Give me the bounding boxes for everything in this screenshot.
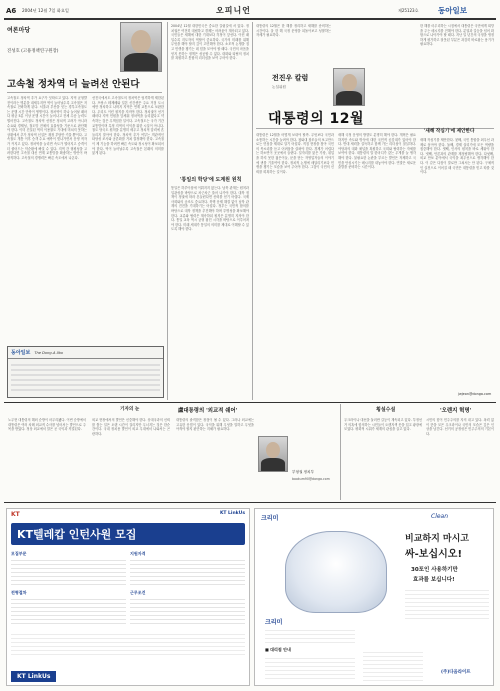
ad-creamy-brand: 크리미 — [261, 515, 279, 522]
section-title: 오피니언 — [216, 6, 251, 15]
ad-creamy[interactable] — [254, 508, 494, 686]
col1-title: 盧대통령의 '외교적 쉐어' — [178, 408, 238, 414]
ad-creamy-tag: Clean — [431, 513, 449, 520]
col1-body-a: 노무현 대통령의 해외 순방이 마무리됐다. 이번 순방에서 대통령은 여러 차례 외교적 수사를 넘어서는 발언으로 주목을 받았다. 정상 외교에서 말은 곧 국익과 직결된다. — [8, 418, 86, 432]
section-label: 여론마당 — [7, 27, 31, 34]
ad-creamy-product: 크리미 — [265, 619, 283, 626]
kt-linkus-logo-bottom: KT LinkUs — [11, 671, 56, 682]
edition-number: 제25123호 — [398, 8, 419, 13]
ad-creamy-info-title: ■ 대리점 안내 — [265, 647, 291, 652]
ad-kt-section-b: 지원자격 — [130, 551, 146, 556]
bidet-product-image — [285, 531, 387, 613]
directory-title: 동아일보 — [11, 350, 31, 356]
ad-kt-section-c: 전형절차 — [11, 590, 27, 595]
column-byline: 논설위원 — [272, 85, 286, 89]
column-body-right-top: 한 해를 마무리하는 시점에서 대통령은 국민에게 희망을 주는 메시지를 전해야 한다. 분열과 갈등을 넘어 화합으로 나아가야 할 때다. 지난 일 년간의 국정을 냉정하게 평가하고 잘못된 부분은 과감히 바로잡는 용기가 필요하다. — [420, 24, 494, 47]
col3-body: 시민의 힘이 민주주의를 지켜 내고 있다. 폭력 없이 뜻을 모은 우크라이나 국민의 모습은 깊은 인상을 남긴다. 선거의 공정성은 민주주의의 기본이다. — [426, 418, 494, 436]
author-name: 진성호 (고용정책연구원장) — [7, 49, 59, 54]
ad-kt-headline: KT텔레캅 인턴사원 모집 — [11, 523, 245, 545]
ad-creamy-headline-2: 싸-보십시오! — [405, 549, 463, 560]
column-body-a: 대통령은 12월을 어떻게 보내야 할까. 무엇보다 국민과 소통하는 시간을 늘려야 한다. 청와대 참모들의 보고만으로는 민심을 제대로 알기 어렵다. 직접 현장을 찾아 국민의 목소리를 듣고 어려움을 살펴야 한다. 경제가 어렵다는 하소연이 곳곳에서 들린다. 일자리를 잃은 가장, 취업을 하지 못한 젊은이들, 문을 닫는 자영업자들의 이야기에 귀를 기울여야 한다. 정치적 논쟁에 매달리기보다 민생을 챙기는 모습을 보여 주어야 한다. 그것이 국민의 신뢰를 회복하는 길이다. — [256, 133, 334, 174]
col2-body: 우크라이나 대선을 둘러싼 갈등이 계속되고 있다. 부정선거 의혹에 항의하는 시민들이 오렌지색 옷을 입고 광장에 모였다. 평화적 시위가 세계의 관심을 끌고 있다. — [344, 418, 422, 432]
directory-box — [7, 346, 164, 398]
ad-creamy-company: (주)다움라이프 — [441, 670, 471, 675]
ad-creamy-price: 30포인 사용하기만 — [411, 567, 458, 573]
column-body-top: 대통령의 12월은 한 해를 정리하고 새해를 준비하는 시간이다. 올 한 해 국정 운영을 되돌아보고 성찰하는 자세가 필요하다. — [256, 24, 331, 38]
kt-logo-top: KT — [11, 511, 20, 518]
center-subhead: '통일의 학당'에 도계원 원칙 — [180, 177, 242, 183]
column-title: 전진우 칼럼 — [272, 74, 309, 82]
center-body-top: 2004년 12월 대한민국은 중요한 갈림길에 서 있다. 정치권은 여전히 대립하고 경제는 어려움이 계속되고 있다. 국민들은 새해에 대한 기대보다 걱정이 앞선다. 이런 때일수록 지도자의 역할이 중요하다. 국가의 미래를 위해 무엇을 해야 할지 깊이 고민해야 한다. 소모적 논쟁을 접고 민생을 챙기는 데 힘을 모아야 할 때다. 국민의 마음을 얻지 못하는 정책은 성공할 수 없다. 대화와 타협의 정치를 복원하고 통합의 리더십을 보여 주어야 한다. — [171, 24, 249, 61]
col1-body-c: 대통령의 솔직함은 장점이 될 수 있다. 그러나 외교에는 고유한 문법이 있다. 국익을 위해 무엇을 말하고 무엇을 아껴야 할지 판단하는 지혜가 필요하다. — [176, 418, 254, 432]
issue-date: 2004년 12월 7일 화요일 — [22, 8, 69, 13]
left-body-col1: 고속철도 정차역 추가 요구가 잇따르고 있다. 지역 균형발전이라는 명분을 내세우지만 역이 늘어날수록 고속철은 저속철로 전락하게 된다. 서울과 부산을 잇는 경부고속철도는 운행 시간 단축이 생명이다. 정차역이 하나 늘어날 때마다 평균 5분 이상 운행 시간이 늘어나고 전체 수송 능력도 떨어진다. 고속철도 정차역 선정은 정치적 고려가 아니라 수요와 경제성, 철도망 전체의 효율성을 기준으로 판단해야 한다. 이미 건설된 역의 이용률도 기대에 미치지 못하는 상황에서 추가 정차역 신설은 재정 부담만 키울 뿐이다. 고속철도 개통 이후 승객 수요 예측이 빗나가면서 운영 적자가 커지고 있다. 정차역을 늘리면 속도가 떨어지고 승객이 더 줄어드는 악순환에 빠질 수 있다. 지역 간 형평성을 고려한다면 고속철 대신 연계 교통망을 확충하는 방안이 바람직하다. 고속철의 경쟁력은 빠른 속도에서 나온다. — [7, 96, 87, 160]
center-body-bottom: 통일은 하루아침에 이뤄지지 않는다. 남북 관계는 원칙과 일관성을 바탕으로 차근차근 풀어 나가야 한다. 대북 정책이 정권에 따라 흔들린다면 신뢰를 얻기 어렵다. 국제사회와의 공조도 중요하다. 북핵 문제 해결 없이 남북 관계의 진전을 기대하기는 어렵다. 정부는 국민적 합의를 바탕으로 대북 정책을 추진해야 하며 투명성을 확보해야 한다. 교류와 협력은 계속하되 원칙은 분명히 지켜야 한다. 통일 교육 역시 균형 잡힌 시각을 바탕으로 이루어져야 한다. 미래 세대가 통일의 의미를 제대로 이해할 수 있도록 해야 한다. — [171, 186, 249, 232]
ad-kt-telecap[interactable] — [6, 508, 250, 686]
col3-title: '오렌지 혁명' — [440, 408, 472, 414]
left-body-col2: 선진국에서도 고속철도의 정차역은 엄격하게 제한된다. 프랑스 테제베와 일본 신칸센은 주요 거점 도시에만 정차하고 나머지 지역은 연계 교통으로 보완한다. 우리도 이런 원칙을 지켜야 한다. 정치권이 선거 때마다 지역 민원을 앞세워 정차역을 늘리겠다고 약속하는 것은 무책임한 일이다. 고속철도는 국가 기간 교통망이며 특정 지역의 이익을 위한 시설이 아니다. 철도 당국도 원칙을 분명히 세우고 정치적 압력에 흔들리지 말아야 한다. 정차역 추가 여부는 객관적인 타당성 조사와 공론화를 거쳐 결정해야 한다. 고속철이 제 기능을 하려면 빠른 속도와 정시성이 확보되어야 한다. 역이 늘어날수록 고속철은 본래의 의미를 잃게 된다. — [92, 96, 164, 156]
author-photo — [120, 22, 162, 72]
col2-label: 횡설수설 — [376, 407, 396, 413]
col1-byline: 부형권 정치부 — [292, 470, 314, 474]
paper-logo: 동아일보 — [438, 6, 467, 15]
ad-kt-section-a: 모집부문 — [11, 551, 27, 556]
column-headline: 대통령의 12월 — [268, 111, 364, 127]
columnist-photo — [333, 68, 365, 106]
reporter-photo — [258, 436, 288, 472]
column-body-c: 새해 작심기를 제안한다. 첫째, 국민 통합을 최우선 과제로 삼아야 한다. 둘째, 경제 살리기에 모든 역량을 집중해야 한다. 셋째, 인사의 원칙을 바로 세워야 한다. 넷째, 언론과의 관계를 재정립해야 한다. 다섯째, 외교 안보 분야에서 국익을 최우선으로 생각해야 한다. 이 같은 다짐이 말로만 그쳐서는 안 된다. 구체적인 실천으로 이어질 때 국민은 대통령을 믿고 따를 것이다. — [420, 138, 494, 175]
column-email[interactable]: jwjeon@donga.com — [458, 392, 492, 396]
column-subhead: '새해 작심기'에 제안한다 — [424, 129, 475, 134]
ad-kt-section-d: 근무조건 — [130, 590, 146, 595]
kt-linkus-logo-top: KT LinkUs — [219, 511, 245, 516]
ad-creamy-headline-1: 비교하지 마시고 — [405, 534, 469, 544]
directory-subtitle: The Dong-A Ilbo — [34, 350, 64, 355]
col1-label: 기자의 눈 — [120, 407, 140, 412]
col1-email[interactable]: bookum90@donga.com — [292, 477, 330, 481]
column-body-b: 새해 국정 운영의 방향도 분명히 해야 한다. 개혁은 필요하지만 속도와 방식에 대한 국민적 공감대가 있어야 한다. 반대 세력을 설득하고 함께 가는 리더십이 절실하다. 야당과의 대화 채널을 복원하고 국회와 협력하는 자세를 보여야 한다. 대통령의 말 한마디가 갖는 무게를 늘 생각해야 한다. 불필요한 논란을 부르는 발언은 자제하고 국민을 안심시키는 메시지를 내놓아야 한다. 연말은 새로운 출발을 준비하는 시간이다. — [338, 133, 416, 170]
left-headline: 고속철 정차역 더 늘려선 안된다 — [7, 79, 140, 90]
col1-body-b: 외교 현장에서의 발언은 신중해야 한다. 상대국과의 신뢰를 쌓는 일은 오랜 시간이 걸리지만 무너지는 것은 한순간이다. 국내 정치용 발언이 외교 무대에서 나와서는 곤란하다. — [92, 418, 170, 436]
page-number: A6 — [6, 7, 17, 15]
ad-creamy-price-sub: 효과를 보십니다! — [413, 577, 455, 583]
